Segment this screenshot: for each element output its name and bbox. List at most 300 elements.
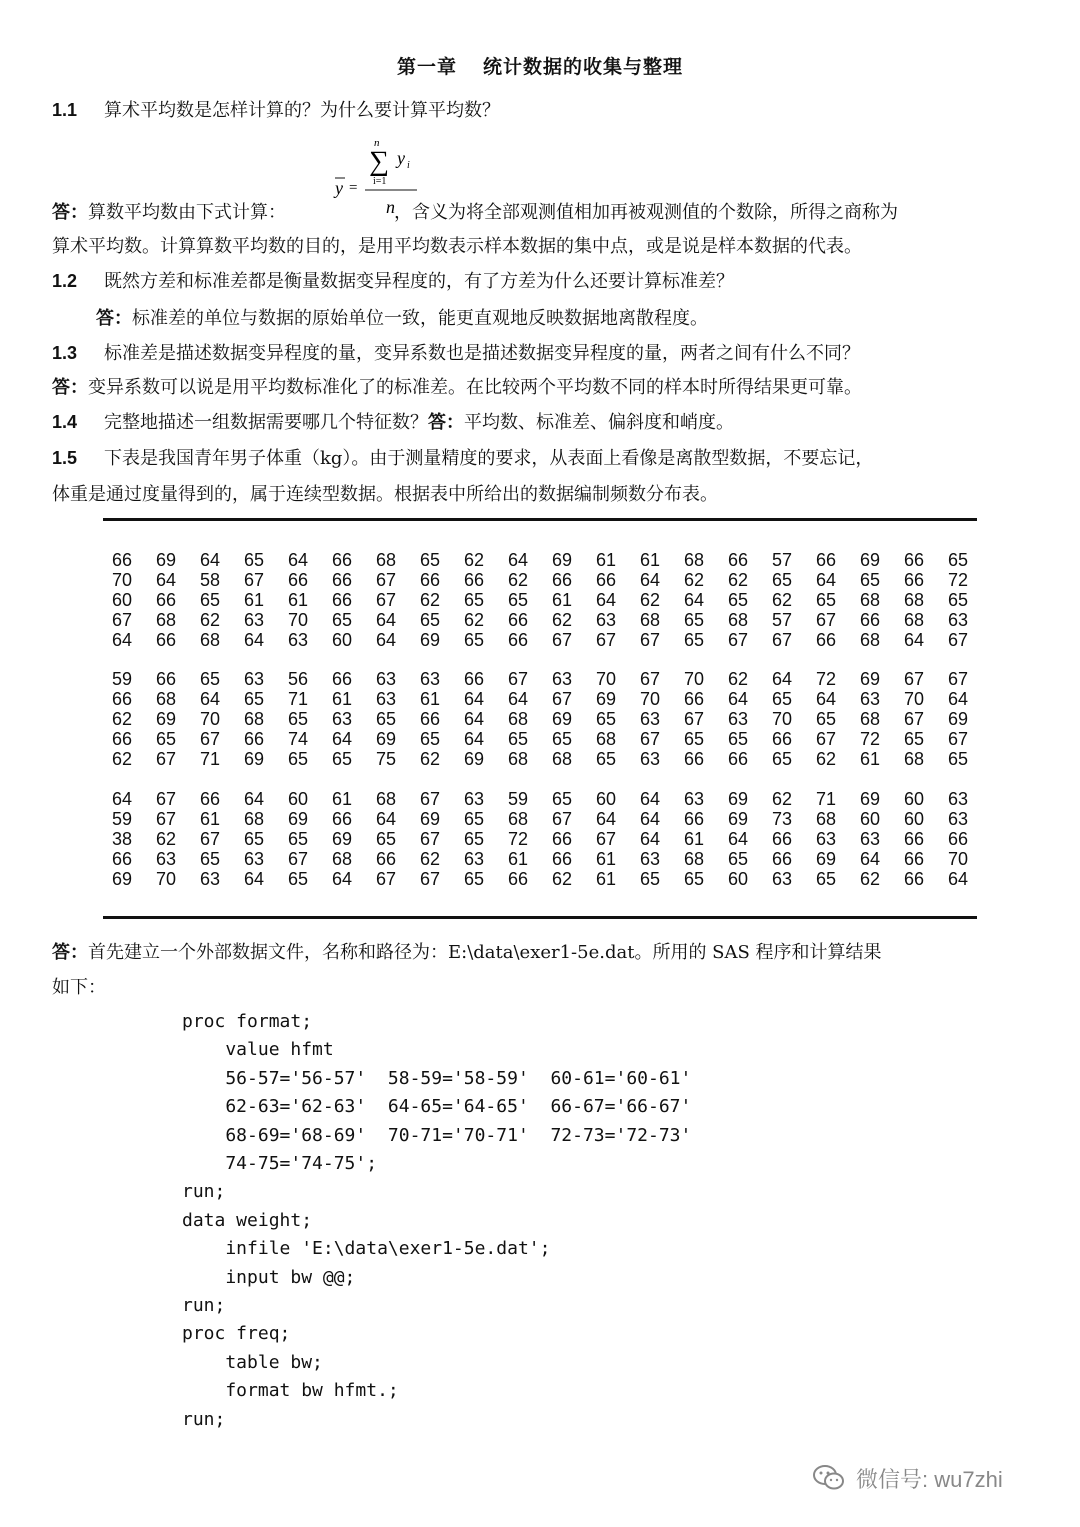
table-cell: 68 xyxy=(683,849,705,869)
table-cell: 67 xyxy=(199,829,221,849)
code-line: table bw; xyxy=(182,1351,323,1373)
table-cell: 60 xyxy=(595,789,617,809)
table-cell: 70 xyxy=(287,610,309,630)
table-cell: 69 xyxy=(287,809,309,829)
table-cell: 61 xyxy=(595,849,617,869)
table-cell: 63 xyxy=(331,709,353,729)
answer-text: 算术平均数。计算算数平均数的目的，是用平均数表示样本数据的集中点，或是说是样本数据的代表。 xyxy=(52,236,862,257)
table-cell: 67 xyxy=(595,829,617,849)
table-cell: 65 xyxy=(419,610,441,630)
table-cell: 66 xyxy=(507,610,529,630)
table-row xyxy=(100,689,980,709)
table-cell: 66 xyxy=(815,630,837,650)
table-top-rule xyxy=(103,518,977,521)
table-cell: 63 xyxy=(859,689,881,709)
question-1-3 xyxy=(52,339,860,365)
code-line: 74-75='74-75'; xyxy=(182,1153,378,1175)
question-number: 1.5 xyxy=(52,448,78,468)
table-cell: 61 xyxy=(419,689,441,709)
table-cell: 62 xyxy=(419,849,441,869)
table-cell: 63 xyxy=(463,849,485,869)
table-cell: 68 xyxy=(859,709,881,729)
code-line: 56-57='56-57' 58-59='58-59' 60-61='60-61' xyxy=(182,1067,692,1089)
table-cell: 61 xyxy=(331,689,353,709)
table-cell: 69 xyxy=(111,869,133,889)
table-cell: 66 xyxy=(551,570,573,590)
code-line: format bw hfmt.; xyxy=(182,1380,399,1402)
answer-text: 标准差的单位与数据的原始单位一致，能更直观地反映数据地离散程度。 xyxy=(132,308,708,329)
table-cell: 63 xyxy=(243,669,265,689)
table-cell: 66 xyxy=(595,570,617,590)
table-row xyxy=(100,669,980,689)
table-cell: 66 xyxy=(903,550,925,570)
code-line: proc freq; xyxy=(182,1323,291,1345)
table-cell: 67 xyxy=(155,789,177,809)
table-cell: 67 xyxy=(815,729,837,749)
table-cell: 62 xyxy=(727,669,749,689)
table-cell: 62 xyxy=(639,590,661,610)
table-cell: 64 xyxy=(375,809,397,829)
table-cell: 64 xyxy=(639,789,661,809)
table-cell: 68 xyxy=(375,550,397,570)
table-cell: 66 xyxy=(463,570,485,590)
table-cell: 66 xyxy=(727,550,749,570)
table-cell: 65 xyxy=(375,709,397,729)
table-cell: 65 xyxy=(639,869,661,889)
table-cell: 66 xyxy=(287,570,309,590)
table-row xyxy=(100,869,980,889)
table-cell: 66 xyxy=(683,689,705,709)
chapter-label: 第一章 xyxy=(396,56,457,78)
table-cell: 67 xyxy=(111,610,133,630)
table-cell: 62 xyxy=(199,610,221,630)
table-cell: 66 xyxy=(243,729,265,749)
table-cell: 60 xyxy=(331,630,353,650)
table-cell: 67 xyxy=(551,689,573,709)
table-cell: 62 xyxy=(111,709,133,729)
watermark xyxy=(812,1458,1052,1498)
table-cell: 65 xyxy=(727,590,749,610)
table-cell: 67 xyxy=(155,809,177,829)
table-cell: 69 xyxy=(727,789,749,809)
table-cell: 57 xyxy=(771,550,793,570)
table-cell: 72 xyxy=(507,829,529,849)
table-row xyxy=(100,789,980,809)
table-cell: 68 xyxy=(727,610,749,630)
table-cell: 64 xyxy=(243,869,265,889)
table-cell: 67 xyxy=(947,669,969,689)
table-cell: 66 xyxy=(507,869,529,889)
watermark-text: 微信号: wu7zhi xyxy=(856,1466,1003,1492)
table-cell: 68 xyxy=(243,809,265,829)
question-text: 完整地描述一组数据需要哪几个特征数？ xyxy=(104,412,428,433)
code-line: run; xyxy=(182,1181,226,1203)
table-cell: 62 xyxy=(815,749,837,769)
chapter-name: 统计数据的收集与整理 xyxy=(483,56,684,78)
table-cell: 67 xyxy=(595,630,617,650)
table-cell: 64 xyxy=(463,709,485,729)
formula-equals: = xyxy=(349,180,358,196)
table-cell: 66 xyxy=(155,630,177,650)
table-cell: 65 xyxy=(463,590,485,610)
table-cell: 64 xyxy=(727,829,749,849)
table-cell: 63 xyxy=(595,610,617,630)
table-cell: 64 xyxy=(727,689,749,709)
table-cell: 61 xyxy=(243,590,265,610)
table-cell: 64 xyxy=(507,550,529,570)
table-cell: 62 xyxy=(551,869,573,889)
answer-text: ，含义为将全部观测值相加再被观测值的个数除，所得之商称为 xyxy=(394,202,898,223)
table-cell: 65 xyxy=(771,570,793,590)
table-cell: 71 xyxy=(287,689,309,709)
table-cell: 65 xyxy=(199,669,221,689)
table-cell: 61 xyxy=(639,550,661,570)
table-cell: 70 xyxy=(111,570,133,590)
table-cell: 66 xyxy=(199,789,221,809)
table-cell: 58 xyxy=(199,570,221,590)
table-cell: 65 xyxy=(815,709,837,729)
table-row xyxy=(100,570,980,590)
table-cell: 65 xyxy=(463,829,485,849)
table-cell: 68 xyxy=(331,849,353,869)
table-cell: 60 xyxy=(859,809,881,829)
table-cell: 69 xyxy=(155,550,177,570)
table-cell: 66 xyxy=(859,610,881,630)
table-cell: 66 xyxy=(903,570,925,590)
table-cell: 61 xyxy=(287,590,309,610)
table-cell: 66 xyxy=(155,669,177,689)
question-text: 标准差是描述数据变异程度的量，变异系数也是描述数据变异程度的量，两者之间有什么不同？ xyxy=(104,343,860,364)
table-cell: 63 xyxy=(155,849,177,869)
table-cell: 66 xyxy=(507,630,529,650)
table-cell: 64 xyxy=(287,550,309,570)
table-cell: 64 xyxy=(859,849,881,869)
table-cell: 61 xyxy=(199,809,221,829)
table-cell: 70 xyxy=(155,869,177,889)
question-text: 下表是我国青年男子体重（kg）。由于测量精度的要求，从表面上看像是离散型数据，不要忘记， xyxy=(104,448,874,469)
table-cell: 63 xyxy=(947,610,969,630)
data-block-2 xyxy=(100,669,980,769)
table-cell: 65 xyxy=(551,729,573,749)
table-cell: 65 xyxy=(815,590,837,610)
formula-denominator: n xyxy=(386,197,395,217)
data-block-1 xyxy=(100,550,980,650)
table-cell: 62 xyxy=(463,550,485,570)
table-cell: 67 xyxy=(199,729,221,749)
table-cell: 64 xyxy=(463,729,485,749)
table-cell: 67 xyxy=(507,669,529,689)
table-cell: 65 xyxy=(243,829,265,849)
table-cell: 73 xyxy=(771,809,793,829)
table-cell: 64 xyxy=(243,630,265,650)
table-cell: 64 xyxy=(111,789,133,809)
table-cell: 68 xyxy=(199,630,221,650)
table-cell: 68 xyxy=(859,630,881,650)
table-cell: 60 xyxy=(111,590,133,610)
table-cell: 64 xyxy=(199,689,221,709)
table-cell: 64 xyxy=(947,689,969,709)
table-cell: 65 xyxy=(463,869,485,889)
table-cell: 63 xyxy=(771,869,793,889)
table-cell: 66 xyxy=(331,550,353,570)
table-cell: 66 xyxy=(111,729,133,749)
table-cell: 75 xyxy=(375,749,397,769)
table-cell: 63 xyxy=(375,669,397,689)
table-cell: 72 xyxy=(815,669,837,689)
table-cell: 64 xyxy=(683,590,705,610)
answer-1-5-line1 xyxy=(52,938,882,964)
table-cell: 67 xyxy=(375,570,397,590)
question-number: 1.3 xyxy=(52,343,78,363)
table-cell: 65 xyxy=(595,709,617,729)
table-cell: 67 xyxy=(947,630,969,650)
table-cell: 69 xyxy=(155,709,177,729)
table-cell: 69 xyxy=(551,709,573,729)
table-cell: 68 xyxy=(903,749,925,769)
table-cell: 64 xyxy=(815,570,837,590)
table-cell: 67 xyxy=(639,729,661,749)
table-cell: 69 xyxy=(859,669,881,689)
answer-label: 答： xyxy=(428,412,464,433)
answer-label: 答： xyxy=(52,942,88,963)
table-cell: 64 xyxy=(595,809,617,829)
table-cell: 69 xyxy=(859,789,881,809)
answer-text: 算数平均数由下式计算： xyxy=(88,202,286,223)
formula-lower-limit: i=1 xyxy=(373,176,387,187)
code-line: run; xyxy=(182,1295,226,1317)
table-cell: 63 xyxy=(639,749,661,769)
table-cell: 69 xyxy=(727,809,749,829)
table-cell: 69 xyxy=(419,630,441,650)
table-cell: 67 xyxy=(903,669,925,689)
answer-label: 答： xyxy=(52,377,88,398)
sas-code-block xyxy=(182,1008,691,1434)
table-cell: 65 xyxy=(947,590,969,610)
table-cell: 67 xyxy=(947,729,969,749)
table-cell: 64 xyxy=(199,550,221,570)
table-row xyxy=(100,829,980,849)
table-cell: 66 xyxy=(331,570,353,590)
table-row xyxy=(100,630,980,650)
question-text: 既然方差和标准差都是衡量数据变异程度的，有了方差为什么还要计算标准差？ xyxy=(104,271,734,292)
table-cell: 69 xyxy=(419,809,441,829)
table-cell: 64 xyxy=(639,829,661,849)
table-cell: 62 xyxy=(859,869,881,889)
answer-1-1-line1 xyxy=(52,198,898,224)
table-cell: 64 xyxy=(595,590,617,610)
formula-subscript: i xyxy=(407,160,410,171)
table-cell: 66 xyxy=(727,749,749,769)
table-cell: 61 xyxy=(859,749,881,769)
table-cell: 59 xyxy=(111,669,133,689)
table-cell: 65 xyxy=(287,749,309,769)
table-row xyxy=(100,809,980,829)
table-cell: 38 xyxy=(111,829,133,849)
table-cell: 65 xyxy=(507,590,529,610)
table-cell: 62 xyxy=(771,590,793,610)
code-line: input bw @@; xyxy=(182,1266,356,1288)
table-cell: 65 xyxy=(463,630,485,650)
answer-1-3 xyxy=(52,373,862,399)
table-cell: 64 xyxy=(331,869,353,889)
page-title xyxy=(0,52,1080,79)
table-cell: 67 xyxy=(419,829,441,849)
table-cell: 67 xyxy=(243,570,265,590)
table-cell: 67 xyxy=(727,630,749,650)
table-cell: 63 xyxy=(947,789,969,809)
table-cell: 66 xyxy=(551,829,573,849)
table-cell: 68 xyxy=(551,749,573,769)
table-cell: 61 xyxy=(595,550,617,570)
table-cell: 64 xyxy=(947,869,969,889)
table-cell: 65 xyxy=(287,829,309,849)
table-cell: 65 xyxy=(287,709,309,729)
table-cell: 63 xyxy=(375,689,397,709)
table-row xyxy=(100,709,980,729)
table-cell: 66 xyxy=(903,829,925,849)
table-cell: 69 xyxy=(595,689,617,709)
table-cell: 62 xyxy=(771,789,793,809)
table-cell: 65 xyxy=(771,689,793,709)
table-cell: 70 xyxy=(199,709,221,729)
table-cell: 68 xyxy=(507,809,529,829)
table-cell: 69 xyxy=(947,709,969,729)
table-cell: 64 xyxy=(771,669,793,689)
table-cell: 65 xyxy=(199,590,221,610)
answer-text: 变异系数可以说是用平均数标准化了的标准差。在比较两个平均数不同的样本时所得结果更可靠。 xyxy=(88,377,862,398)
table-cell: 68 xyxy=(375,789,397,809)
table-cell: 66 xyxy=(815,550,837,570)
table-row xyxy=(100,749,980,769)
table-cell: 64 xyxy=(639,570,661,590)
question-1-5-line2 xyxy=(52,480,718,506)
table-cell: 66 xyxy=(155,590,177,610)
table-cell: 65 xyxy=(859,570,881,590)
answer-label: 答： xyxy=(96,308,132,329)
table-cell: 64 xyxy=(243,789,265,809)
table-cell: 65 xyxy=(287,869,309,889)
table-cell: 70 xyxy=(639,689,661,709)
table-cell: 66 xyxy=(419,570,441,590)
table-cell: 62 xyxy=(419,749,441,769)
table-cell: 67 xyxy=(771,630,793,650)
table-cell: 65 xyxy=(683,869,705,889)
table-cell: 64 xyxy=(375,610,397,630)
table-cell: 63 xyxy=(683,789,705,809)
table-row xyxy=(100,729,980,749)
table-cell: 67 xyxy=(419,869,441,889)
table-cell: 66 xyxy=(771,829,793,849)
table-cell: 61 xyxy=(507,849,529,869)
table-cell: 68 xyxy=(815,809,837,829)
table-cell: 62 xyxy=(683,570,705,590)
table-cell: 65 xyxy=(815,869,837,889)
table-cell: 65 xyxy=(683,729,705,749)
table-cell: 68 xyxy=(507,709,529,729)
question-1-1 xyxy=(52,96,500,122)
answer-text: 首先建立一个外部数据文件，名称和路径为：E:\data\exer1-5e.dat。所用的 SAS 程序和计算结果 xyxy=(88,942,882,963)
table-cell: 66 xyxy=(771,849,793,869)
table-cell: 65 xyxy=(375,829,397,849)
table-cell: 62 xyxy=(727,570,749,590)
table-cell: 69 xyxy=(815,849,837,869)
table-cell: 61 xyxy=(331,789,353,809)
table-cell: 62 xyxy=(155,829,177,849)
table-cell: 66 xyxy=(375,849,397,869)
table-cell: 66 xyxy=(683,809,705,829)
table-cell: 65 xyxy=(683,630,705,650)
code-line: data weight; xyxy=(182,1209,313,1231)
table-cell: 64 xyxy=(639,809,661,829)
table-cell: 67 xyxy=(287,849,309,869)
formula-term: y xyxy=(397,148,405,168)
question-1-4 xyxy=(52,408,734,434)
answer-label: 答： xyxy=(52,202,88,223)
table-cell: 64 xyxy=(375,630,397,650)
table-cell: 67 xyxy=(551,809,573,829)
table-cell: 72 xyxy=(859,729,881,749)
table-cell: 65 xyxy=(595,749,617,769)
table-cell: 68 xyxy=(903,590,925,610)
table-cell: 66 xyxy=(903,849,925,869)
table-cell: 67 xyxy=(815,610,837,630)
code-line: 62-63='62-63' 64-65='64-65' 66-67='66-67' xyxy=(182,1096,692,1118)
table-cell: 68 xyxy=(595,729,617,749)
question-1-5-line1 xyxy=(52,444,873,470)
table-cell: 63 xyxy=(815,829,837,849)
code-line: proc format; xyxy=(182,1011,313,1032)
table-cell: 71 xyxy=(815,789,837,809)
question-text: 算术平均数是怎样计算的？为什么要计算平均数？ xyxy=(104,100,500,121)
table-cell: 63 xyxy=(243,849,265,869)
table-cell: 60 xyxy=(727,869,749,889)
table-cell: 64 xyxy=(903,630,925,650)
table-cell: 56 xyxy=(287,669,309,689)
table-cell: 69 xyxy=(463,749,485,769)
table-cell: 70 xyxy=(947,849,969,869)
table-cell: 66 xyxy=(331,590,353,610)
table-cell: 68 xyxy=(507,749,529,769)
table-cell: 64 xyxy=(111,630,133,650)
table-cell: 69 xyxy=(331,829,353,849)
table-cell: 61 xyxy=(595,869,617,889)
table-cell: 60 xyxy=(903,789,925,809)
code-line: value hfmt xyxy=(182,1039,334,1061)
data-block-3 xyxy=(100,789,980,889)
table-cell: 65 xyxy=(243,550,265,570)
table-cell: 63 xyxy=(947,809,969,829)
table-cell: 72 xyxy=(947,570,969,590)
table-cell: 67 xyxy=(639,669,661,689)
table-cell: 70 xyxy=(903,689,925,709)
table-cell: 68 xyxy=(903,610,925,630)
table-cell: 63 xyxy=(859,829,881,849)
formula-ybar: y xyxy=(335,178,343,198)
table-cell: 61 xyxy=(551,590,573,610)
table-row xyxy=(100,590,980,610)
table-cell: 66 xyxy=(903,869,925,889)
question-number: 1.2 xyxy=(52,271,78,291)
table-cell: 60 xyxy=(287,789,309,809)
table-cell: 66 xyxy=(463,669,485,689)
table-cell: 61 xyxy=(683,829,705,849)
question-number: 1.4 xyxy=(52,412,78,432)
table-cell: 64 xyxy=(331,729,353,749)
table-row xyxy=(100,610,980,630)
formula-upper-limit: n xyxy=(374,137,380,149)
table-cell: 68 xyxy=(243,709,265,729)
table-cell: 65 xyxy=(683,610,705,630)
